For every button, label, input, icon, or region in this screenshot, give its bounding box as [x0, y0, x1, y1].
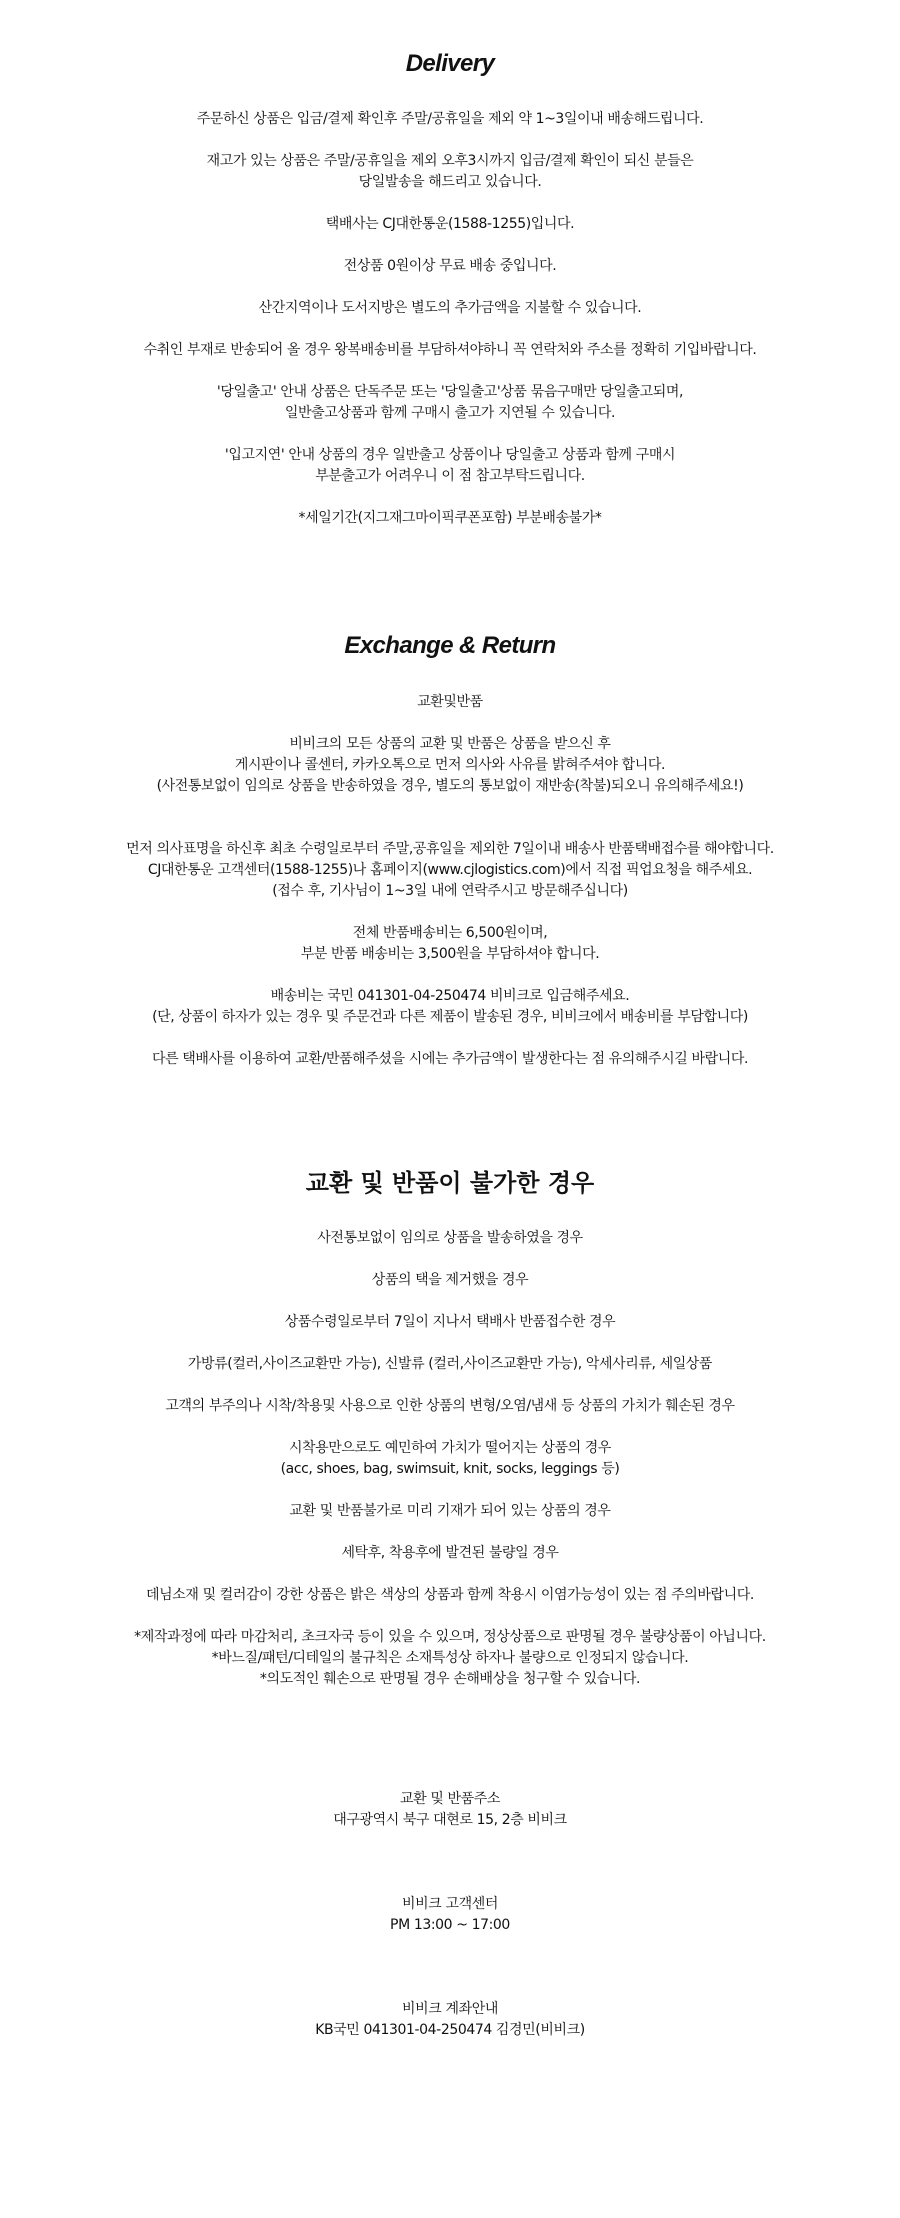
not-allowed-line: 상품수령일로부터 7일이 지나서 택배사 반품접수한 경우	[284, 1314, 616, 1330]
not-allowed-line: 시착용만으로도 예민하여 가치가 떨어지는 상품의 경우	[288, 1440, 612, 1456]
exchange-line: 교환및반품	[417, 694, 483, 710]
exchange-line: 전체 반품배송비는 6,500원이며,	[352, 925, 548, 941]
not-allowed-line: 사전통보없이 임의로 상품을 발송하였을 경우	[317, 1230, 583, 1246]
service-center-hours: PM 13:00 ~ 17:00	[390, 1917, 510, 1933]
not-allowed-line: *바느질/패턴/디테일의 불규칙은 소재특성상 하자나 불량으로 인정되지 않습니다.	[211, 1650, 689, 1666]
delivery-title: Delivery	[405, 50, 495, 77]
account-info: KB국민 041301-04-250474 김경민(비비크)	[315, 2022, 585, 2038]
delivery-line: 산간지역이나 도서지방은 별도의 추가금액을 지불할 수 있습니다.	[258, 300, 642, 316]
not-allowed-line: 교환 및 반품불가로 미리 기재가 되어 있는 상품의 경우	[289, 1503, 611, 1519]
delivery-line: 일반출고상품과 함께 구매시 출고가 지연될 수 있습니다.	[284, 405, 616, 421]
not-allowed-line: *의도적인 훼손으로 판명될 경우 손해배상을 청구할 수 있습니다.	[259, 1671, 641, 1687]
service-center-label: 비비크 고객센터	[402, 1896, 498, 1912]
delivery-line: 수취인 부재로 반송되어 올 경우 왕복배송비를 부담하셔야하니 꼭 연락처와 주소를 정확히 기입바랍니다.	[143, 342, 757, 358]
exchange-line: 배송비는 국민 041301-04-250474 비비크로 입금해주세요.	[270, 988, 630, 1004]
exchange-line: (사전통보없이 임의로 상품을 반송하였을 경우, 별도의 통보없이 재반송(착불)되오니 유의해주세요!)	[156, 778, 744, 794]
exchange-line: CJ대한통운 고객센터(1588-1255)나 홈페이지(www.cjlogistics.com)에서 직접 픽업요청을 해주세요.	[147, 862, 753, 878]
return-address-label: 교환 및 반품주소	[400, 1791, 500, 1807]
not-allowed-line: 고객의 부주의나 시착/착용및 사용으로 인한 상품의 변형/오염/냄새 등 상품의 가치가 훼손된 경우	[165, 1398, 735, 1414]
not-allowed-title: 교환 및 반품이 불가한 경우	[305, 1169, 595, 1197]
return-address: 대구광역시 북구 대현로 15, 2층 비비크	[333, 1812, 567, 1828]
delivery-line: 재고가 있는 상품은 주말/공휴일을 제외 오후3시까지 입금/결제 확인이 되신 분들은	[206, 153, 694, 169]
not-allowed-line: 데님소재 및 컬러감이 강한 상품은 밝은 색상의 상품과 함께 착용시 이염가능성이 있는 점 주의바랍니다.	[146, 1587, 754, 1603]
not-allowed-line: 상품의 택을 제거했을 경우	[371, 1272, 529, 1288]
exchange-line: 게시판이나 콜센터, 카카오톡으로 먼저 의사와 사유를 밝혀주셔야 합니다.	[234, 757, 666, 773]
exchange-line: 다른 택배사를 이용하여 교환/반품해주셨을 시에는 추가금액이 발생한다는 점 유의해주시길 바랍니다.	[151, 1051, 749, 1067]
delivery-line: *세일기간(지그재그마이픽쿠폰포함) 부분배송불가*	[298, 510, 602, 526]
delivery-line: '입고지연' 안내 상품의 경우 일반출고 상품이나 당일출고 상품과 함께 구매시	[224, 447, 676, 463]
delivery-line: 전상품 0원이상 무료 배송 중입니다.	[343, 258, 557, 274]
exchange-line: (접수 후, 기사님이 1~3일 내에 연락주시고 방문해주십니다)	[272, 883, 628, 899]
exchange-line: 비비크의 모든 상품의 교환 및 반품은 상품을 받으신 후	[289, 736, 611, 752]
delivery-line: 주문하신 상품은 입금/결제 확인후 주말/공휴일을 제외 약 1~3일이내 배송해드립니다.	[196, 111, 704, 127]
exchange-line: (단, 상품이 하자가 있는 경우 및 주문건과 다른 제품이 발송된 경우, 비비크에서 배송비를 부담합니다)	[152, 1009, 748, 1025]
delivery-line: 당일발송을 해드리고 있습니다.	[358, 174, 542, 190]
account-label: 비비크 계좌안내	[402, 2001, 498, 2017]
not-allowed-line: 가방류(컬러,사이즈교환만 가능), 신발류 (컬러,사이즈교환만 가능), 악세사리류, 세일상품	[187, 1356, 713, 1372]
not-allowed-line: *제작과정에 따라 마감처리, 초크자국 등이 있을 수 있으며, 정상상품으로 판명될 경우 불량상품이 아닙니다.	[134, 1629, 766, 1645]
delivery-line: 부분출고가 어려우니 이 점 참고부탁드립니다.	[315, 468, 585, 484]
exchange-line: 부분 반품 배송비는 3,500원을 부담하셔야 합니다.	[300, 946, 600, 962]
not-allowed-line: 세탁후, 착용후에 발견된 불량일 경우	[341, 1545, 559, 1561]
exchange-title: Exchange & Return	[344, 632, 556, 659]
exchange-line: 먼저 의사표명을 하신후 최초 수령일로부터 주말,공휴일을 제외한 7일이내 배송사 반품택배접수를 해야합니다.	[126, 841, 774, 857]
not-allowed-line: (acc, shoes, bag, swimsuit, knit, socks, leggings 등)	[280, 1461, 620, 1477]
delivery-line: 택배사는 CJ대한통운(1588-1255)입니다.	[325, 216, 575, 232]
delivery-line: '당일출고' 안내 상품은 단독주문 또는 '당일출고'상품 묶음구매만 당일출고되며,	[216, 384, 684, 400]
